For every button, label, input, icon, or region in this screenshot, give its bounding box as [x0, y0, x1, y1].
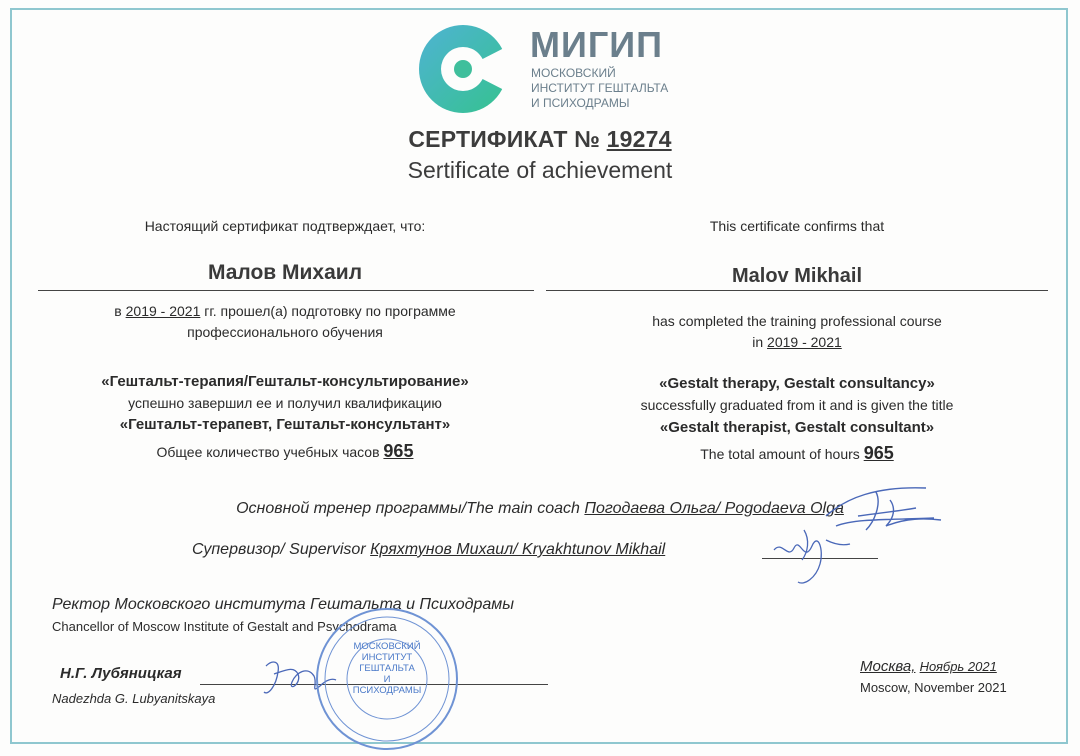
ru-period-line: [40, 303, 530, 319]
supervisor-value: Кряхтунов Михаил/ Kryakhtunov Mikhail: [370, 541, 666, 558]
en-hours-label: The total amount of hours: [700, 446, 860, 462]
certificate-title: [0, 126, 1080, 153]
ru-name: Малов Михаил: [207, 261, 363, 284]
ru-completed: успешно завершил ее и получил квалификацию: [128, 395, 442, 411]
en-graduated: successfully graduated from it and is given the title: [640, 397, 954, 413]
logo-subtitle: [531, 66, 668, 111]
en-period: 2019 - 2021: [767, 334, 842, 350]
stamp-line-2: ИНСТИТУТ: [361, 652, 413, 663]
en-completed-course: has completed the training professional course: [652, 313, 942, 329]
stamp-line-5: ПСИХОДРАМЫ: [352, 685, 422, 696]
en-title: «Gestalt therapist, Gestalt consultant»: [659, 419, 935, 436]
place-ru: [860, 658, 997, 675]
ru-qualification: «Гештальт-терапевт, Гештальт-консультант»: [119, 416, 451, 433]
title-en: Sertificate of achievement: [407, 157, 673, 183]
en-name: Malov Mikhail: [731, 265, 863, 287]
en-name-underline: [546, 290, 1048, 291]
en-in-word: in: [752, 334, 764, 350]
ru-name-underline: [38, 290, 534, 291]
ru-period-prefix: в: [114, 303, 122, 319]
logo-name: МИГИП: [530, 24, 664, 65]
ru-period: 2019 - 2021: [125, 303, 201, 319]
rector-name-ru: Н.Г. Лубяницкая: [60, 665, 182, 682]
place-en: Moscow, November 2021: [860, 680, 1007, 695]
certificate-number: 19274: [606, 126, 672, 152]
supervisor-signature-icon: [764, 520, 854, 590]
logo-icon: [416, 22, 512, 116]
supervisor-label: Супервизор/ Supervisor: [192, 541, 366, 558]
rector-title-ru: Ректор Московского института Гештальта и Психодрамы: [52, 596, 515, 613]
ru-period-suffix: гг. прошел(а) подготовку по программе: [204, 303, 456, 319]
coach-label: Основной тренер программы/The main coach: [236, 500, 580, 517]
ru-hours-line: [40, 441, 530, 462]
ru-hours-label: Общее количество учебных часов: [156, 444, 380, 460]
ru-line2: профессионального обучения: [187, 324, 383, 340]
rector-title-en: Chancellor of Moscow Institute of Gestalt and Psychodrama: [52, 619, 397, 634]
logo-line-1: МОСКОВСКИЙ: [531, 66, 616, 80]
en-hours: 965: [863, 443, 894, 463]
title-prefix: СЕРТИФИКАТ №: [408, 126, 601, 152]
stamp-line-1: МОСКОВСКИЙ: [353, 641, 421, 652]
en-hours-line: [550, 443, 1044, 464]
coach-value: Погодаева Ольга/ Pogodaeva Olga: [584, 500, 844, 517]
supervisor-line: [192, 541, 665, 559]
stamp-line-3: ГЕШТАЛЬТА: [359, 663, 415, 674]
ru-hours: 965: [383, 441, 414, 461]
stamp-line-4: И: [383, 674, 391, 685]
ru-confirms: Настоящий сертификат подтверждает, что:: [144, 218, 426, 234]
logo-line-3: И ПСИХОДРАМЫ: [531, 96, 630, 110]
place-ru-city: Москва,: [860, 658, 916, 675]
ru-program: «Гештальт-терапия/Гештальт-консультирование»: [101, 373, 469, 390]
rector-name-en: Nadezhda G. Lubyanitskaya: [52, 691, 216, 706]
en-confirms: This certificate confirms that: [709, 218, 885, 234]
logo-line-2: ИНСТИТУТ ГЕШТАЛЬТА: [531, 81, 669, 95]
en-period-line: [550, 334, 1044, 350]
en-program: «Gestalt therapy, Gestalt consultancy»: [659, 375, 935, 392]
place-ru-date: Ноябрь 2021: [919, 659, 997, 674]
stamp-text: [334, 641, 440, 696]
